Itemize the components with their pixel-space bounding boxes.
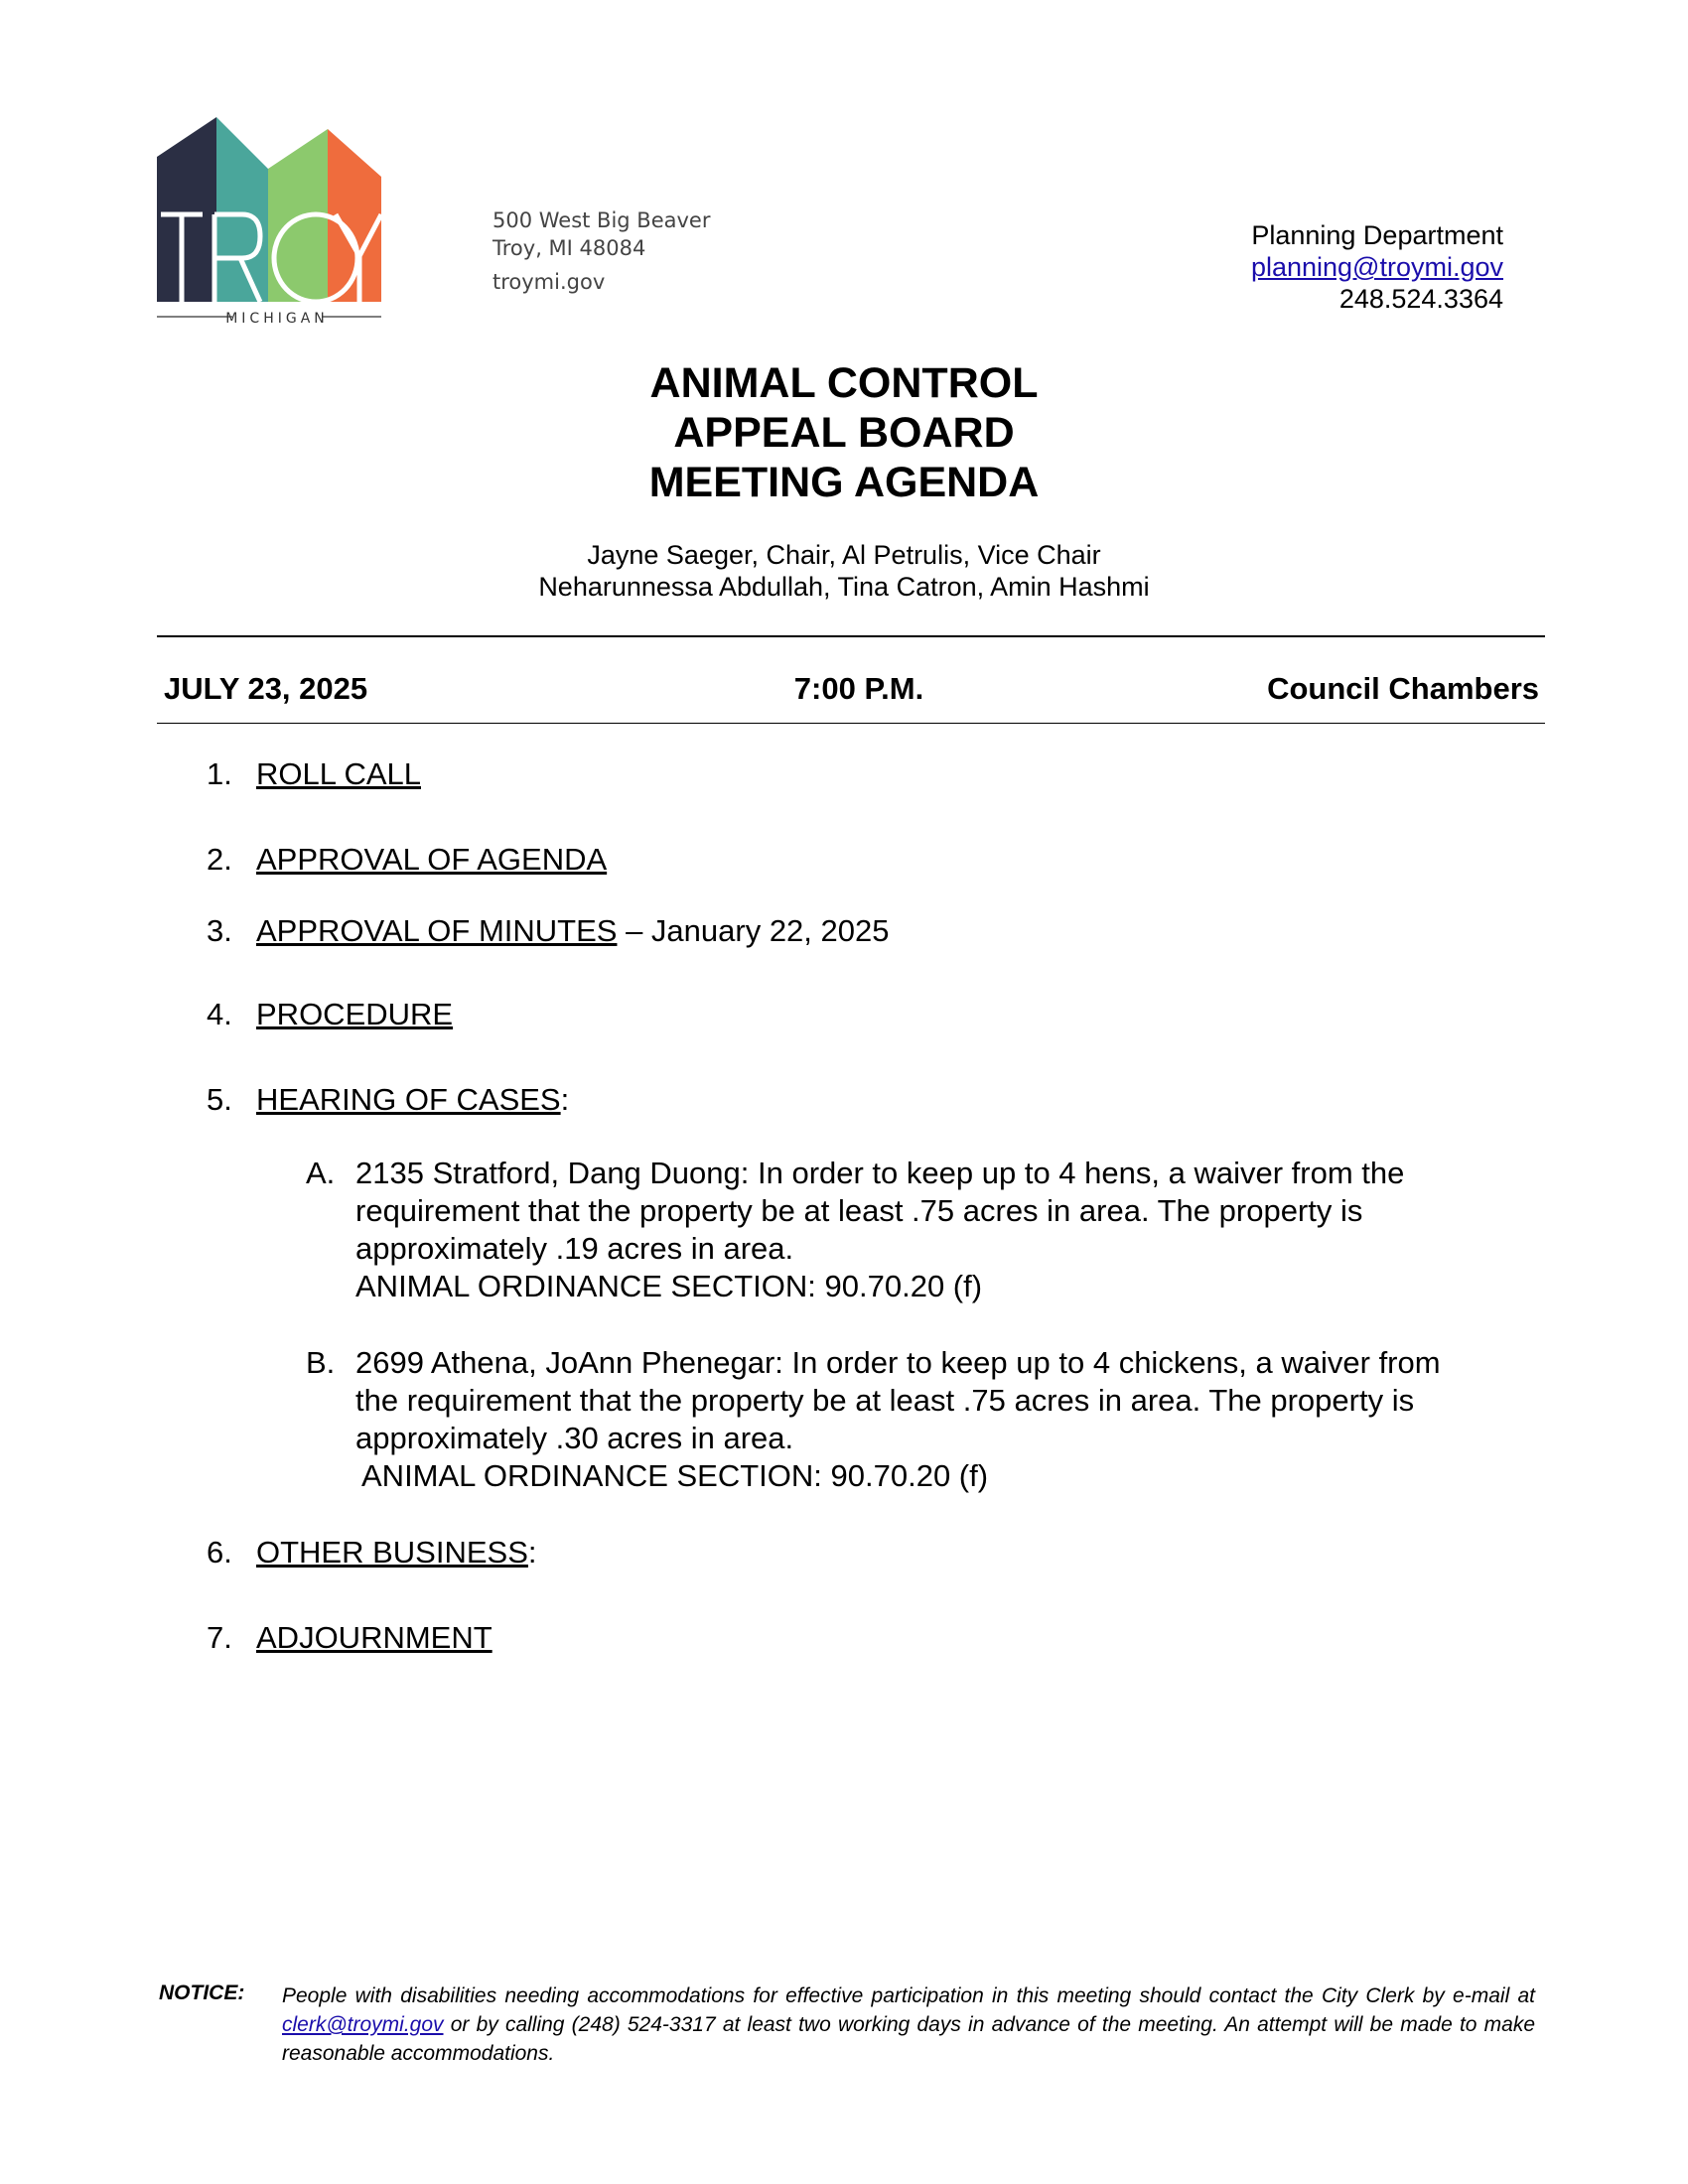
notice-label: NOTICE: (159, 1981, 245, 2004)
title-line-1: ANIMAL CONTROL (649, 359, 1039, 407)
agenda-item-label: PROCEDURE (256, 997, 454, 1031)
meeting-date: JULY 23, 2025 (164, 671, 368, 706)
agenda-item-label: ADJOURNMENT (256, 1620, 492, 1655)
agenda-item: 6. OTHER BUSINESS: (207, 1535, 537, 1570)
department-name: Planning Department (1251, 220, 1503, 250)
divider-top (157, 635, 1545, 637)
agenda-item-label: ROLL CALL (256, 756, 421, 791)
agenda-item: 7. ADJOURNMENT (207, 1620, 492, 1655)
agenda-item-label: APPROVAL OF MINUTES (256, 913, 618, 948)
department-email-link[interactable]: planning@troymi.gov (1250, 252, 1503, 282)
agenda-item: 5. HEARING OF CASES: (207, 1082, 570, 1117)
troy-logo (157, 117, 469, 330)
case-a: A. 2135 Stratford, Dang Duong: In order to keep up to 4 hens, a waiver from the requirement that the property be at least .75 acres in area. The property is approximately .19 acres in area. ANIMAL ORDINANCE SECTION: 90.70.20 (f) (306, 1156, 1405, 1303)
board-members-line-1: Jayne Saeger, Chair, Al Petrulis, Vice Chair (587, 540, 1101, 570)
case-letter: B. (306, 1345, 336, 1380)
agenda-item: 2. APPROVAL OF AGENDA (207, 842, 608, 877)
meeting-location: Council Chambers (1267, 671, 1539, 706)
board-members-line-2: Neharunnessa Abdullah, Tina Catron, Amin Hashmi (538, 572, 1150, 602)
meeting-time: 7:00 P.M. (793, 671, 924, 706)
case-b: B. 2699 Athena, JoAnn Phenegar: In order to keep up to 4 chickens, a waiver from the requirement that the property be at least .75 acres in area. The property is approximately .30 acres in area. ANIMAL ORDINANCE SECTION: 90.70.20 (f) (306, 1345, 1441, 1493)
notice-text: People with disabilities needing accommodations for effective participation in this meeting should contact the City Clerk by e-mail at clerk@troymi.gov or by calling (248) 524-3317 at least two working days in advance of the meeting. An attempt will be made to make reasonable accommodations. (282, 1984, 1535, 2065)
agenda-item-label: OTHER BUSINESS (256, 1535, 528, 1570)
divider-bottom (157, 723, 1545, 724)
agenda-item: 3. APPROVAL OF MINUTES – January 22, 2025 (207, 913, 890, 948)
agenda-item: 1. ROLL CALL (207, 756, 421, 791)
address-line-1: 500 West Big Beaver (492, 208, 711, 232)
logo-subtitle: MICHIGAN (225, 311, 329, 327)
address-line-2: Troy, MI 48084 (492, 236, 646, 260)
department-phone: 248.524.3364 (1338, 284, 1503, 314)
agenda-item: 4. PROCEDURE (207, 997, 454, 1031)
agenda-item-label: HEARING OF CASES (256, 1082, 561, 1117)
address-website: troymi.gov (492, 270, 606, 294)
case-letter: A. (306, 1156, 336, 1190)
title-line-2: APPEAL BOARD (673, 409, 1015, 457)
agenda-item-label: APPROVAL OF AGENDA (256, 842, 608, 877)
clerk-email-link[interactable]: clerk@troymi.gov (282, 2013, 444, 2036)
title-line-3: MEETING AGENDA (648, 459, 1040, 506)
